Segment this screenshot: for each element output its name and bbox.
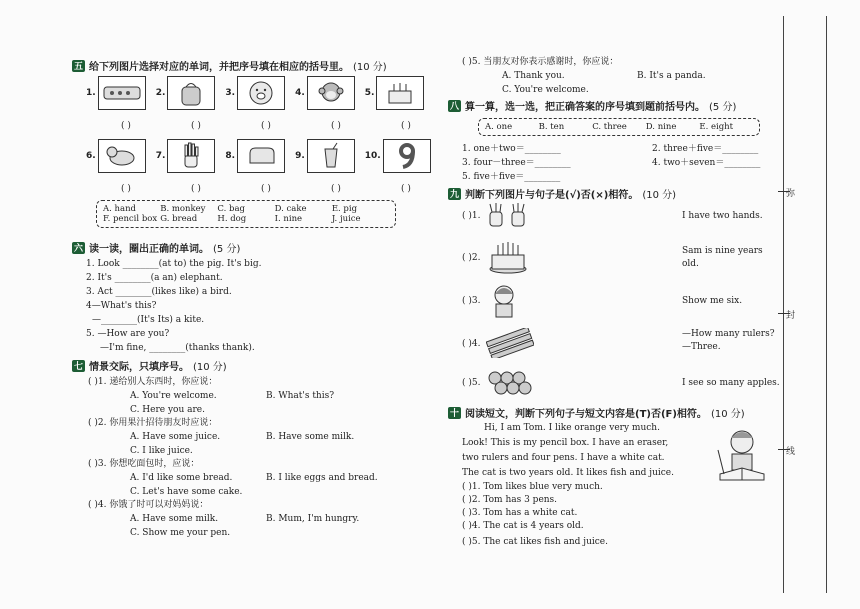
sentence-line-1: —How many rulers? [682,329,775,339]
judge-row-3 [462,283,782,319]
option-b: B. I like eggs and bread. [266,473,378,483]
divider [778,449,790,450]
exercise-line: —________(It's Its) a kite. [92,315,205,325]
boy-reading-icon [712,424,776,493]
option-row [88,526,402,540]
question-stem: ( )1. 递给别人东西时，你应说： [88,377,218,387]
picture-item-10 [365,139,431,173]
section-points: (5 分) [213,244,241,255]
section-points: (5 分) [709,102,737,113]
section-title: 判断下列图片与句子是(√)否(×)相符。 [465,190,639,201]
number-option: E. eight [699,122,734,132]
word-option: C. bag [217,204,245,214]
item-number: 4. [295,88,305,98]
word-option: I. nine [274,214,303,224]
seal-mark: 封 [786,311,796,321]
option-row [88,430,402,444]
answer-blank[interactable]: ( )5. [462,378,481,388]
word-option: B. monkey [160,204,206,214]
girl-icon [486,282,522,321]
question-stem: ( )4. 你饿了时可以对妈妈说： [88,500,209,510]
option-row [88,444,402,458]
option-a: A. I'd like some bread. [130,473,233,483]
item-number: 9. [295,151,305,161]
picture-row-2 [86,139,431,173]
dialogue-questions [72,376,402,540]
item-number: 7. [155,151,166,161]
passage-line: Hi, I am Tom. I like orange very much. [484,423,660,433]
item-number: 3. [225,88,236,98]
birthday-cake-icon [486,239,530,278]
judge-row-2 [462,240,782,276]
item-number: 1. [86,88,96,98]
exercise-line: 3. Act ________(likes like) a bird. [86,287,232,297]
judge-row-4 [462,326,782,362]
exercise-line: 5. —How are you? [86,329,170,339]
monkey-icon [307,76,355,110]
section-points: (10 分) [353,62,387,73]
judge-row-1 [462,202,782,230]
section-title: 读一读，圈出正确的单词。 [89,244,209,255]
dog-icon [98,139,146,173]
option-b: B. It's a panda. [637,71,706,81]
reading-question: ( )3. Tom has a white cat. [462,508,578,518]
section-8-header [448,98,768,113]
section-badge: 九 [448,188,461,200]
word-option: H. dog [217,214,247,224]
section-6 [72,240,392,355]
bag-icon [167,76,215,110]
pig-icon [237,76,285,110]
sentence-line-2: —Three. [682,342,721,352]
reading-question: ( )4. The cat is 4 years old. [462,521,584,531]
option-c: C. You're welcome. [502,85,589,95]
number-option: C. three [592,122,627,132]
section-badge: 十 [448,407,461,419]
option-c: C. I like juice. [130,446,193,456]
picture-item-3 [225,76,285,110]
word-option: E. pig [331,204,358,214]
picture-item-9 [295,139,355,173]
paren-row-2 [96,184,436,194]
word-option: G. bread [160,214,198,224]
picture-row-1 [86,76,424,110]
divider [778,313,790,314]
answer-blank[interactable]: ( )1. [462,211,481,221]
equation: 1. one＋two＝________ [462,144,561,154]
word-bank-row-1 [103,204,389,214]
reading-question: ( )5. The cat likes fish and juice. [462,537,608,547]
option-row [88,512,402,526]
option-b: B. Have some milk. [266,432,355,442]
reading-question: ( )1. Tom likes blue very much. [462,482,603,492]
item-number: 6. [86,151,96,161]
answer-blank[interactable]: ( ) [401,184,411,194]
section-points: (10 分) [193,362,227,373]
option-row [462,69,772,83]
reading-passage [462,421,712,481]
option-row [88,471,402,485]
apples-icon [486,368,532,399]
answer-blank[interactable]: ( )4. [462,339,481,349]
section-6-header [72,240,392,255]
word-bank-row-2 [103,214,389,224]
judge-sentence: I have two hands. [682,210,763,221]
section-10 [448,405,778,420]
passage-line: Look! This is my pencil box. I have an eraser, [462,438,669,448]
passage-line: two rulers and four pens. I have a white cat. [462,453,665,463]
section-title: 阅读短文，判断下列句子与短文内容是(T)否(F)相符。 [465,409,707,420]
binding-strip [783,16,827,593]
juice-icon [307,139,355,173]
section-7 [72,358,402,540]
answer-blank[interactable]: ( )2. [462,253,481,263]
answer-blank[interactable]: ( ) [331,184,341,194]
number-options [485,122,753,132]
exercise-line: 4—What's this? [86,301,157,311]
answer-blank[interactable]: ( ) [261,184,271,194]
section-9 [448,186,778,201]
item-number: 5. [364,88,375,98]
section-points: (10 分) [710,409,745,420]
pencil-box-icon [98,76,146,110]
exercise-line: 2. It's ________(a an) elephant. [86,273,223,283]
section-5 [72,58,402,73]
option-c: C. Here you are. [130,405,205,415]
answer-blank[interactable]: ( ) [121,121,131,131]
answer-blank[interactable]: ( )3. [462,296,481,306]
section-badge: 七 [72,360,85,372]
divider [778,191,790,192]
option-row [462,83,772,97]
seal-mark: 线 [786,447,796,457]
reading-question: ( )2. Tom has 3 pens. [462,495,558,505]
picture-item-6 [86,139,146,173]
judge-sentence [682,328,775,354]
word-option: A. hand [103,204,136,214]
word-option: J. juice [331,214,361,224]
picture-item-4 [295,76,355,110]
section-title: 给下列图片选择对应的单词，并把序号填在相应的括号里。 [89,62,349,73]
hand-icon [167,139,215,173]
option-a: A. Have some milk. [130,514,219,524]
reading-questions [462,481,608,549]
word-bank [96,200,396,228]
rulers-icon [486,328,534,361]
judge-row-5 [462,368,782,398]
picture-item-8 [225,139,285,173]
option-c: C. Let's have some cake. [130,487,243,497]
option-a: A. Thank you. [502,71,565,81]
judge-sentence: I see so many apples. [682,377,780,388]
section-title: 算一算，选一选，把正确答案的序号填到题前括号内。 [465,102,705,113]
paren-row-1 [96,121,436,131]
option-row [88,389,402,403]
section-points: (10 分) [642,190,677,201]
number-option: A. one [485,122,513,132]
section-10-header [448,405,778,420]
equations [462,142,768,184]
equation: 5. five＋five＝________ [462,172,561,182]
cake-icon [376,76,424,110]
section-7-continued [462,56,772,97]
picture-item-7 [156,139,216,173]
exercise-line: —I'm fine, ________(thanks thank). [100,343,255,353]
picture-item-5 [365,76,425,110]
seal-mark: 弥 [786,189,796,199]
item-number: 2. [155,88,166,98]
question-stem: ( )3. 你想吃面包时，应说： [88,459,200,469]
question-stem: ( )2. 你用果汁招待朋友时应说： [88,418,218,428]
option-a: A. Have some juice. [130,432,221,442]
equation: 4. two＋seven＝________ [652,158,761,168]
passage-line: The cat is two years old. It likes fish and juice. [462,468,674,478]
option-a: A. You're welcome. [130,391,217,401]
section-badge: 六 [72,242,85,254]
section-title: 情景交际，只填序号。 [89,362,189,373]
exercise-line: 1. Look ________(at to) the pig. It's big. [86,259,262,269]
number-option: B. ten [538,122,565,132]
section-8 [448,98,768,184]
section-badge: 五 [72,60,85,72]
section-9-header [448,186,778,201]
answer-blank[interactable]: ( ) [121,184,131,194]
question-stem: ( )5. 当朋友对你表示感谢时，你应说： [462,57,619,67]
answer-blank[interactable]: ( ) [331,121,341,131]
number-options-box [478,118,760,136]
equation: 3. four－three＝________ [462,158,571,168]
word-option: F. pencil box [103,214,158,224]
judge-sentence: Show me six. [682,295,743,306]
answer-blank[interactable]: ( ) [261,121,271,131]
section-7-header [72,358,402,373]
answer-blank[interactable]: ( ) [191,184,201,194]
item-number: 10. [364,151,381,161]
number-option: D. nine [645,122,677,132]
picture-item-1 [86,76,146,110]
bread-icon [237,139,285,173]
item-number: 8. [225,151,236,161]
word-option: D. cake [274,204,307,214]
picture-item-2 [156,76,216,110]
option-b: B. Mum, I'm hungry. [266,514,360,524]
option-row [88,403,402,417]
judge-sentence: Sam is nine years old. [682,246,763,269]
answer-blank[interactable]: ( ) [191,121,201,131]
nine-icon [383,139,431,173]
answer-blank[interactable]: ( ) [401,121,411,131]
equation: 2. three＋five＝________ [652,144,759,154]
two-hands-icon [486,202,530,231]
section-badge: 八 [448,100,461,112]
option-c: C. Show me your pen. [130,528,231,538]
option-b: B. What's this? [266,391,335,401]
option-row [88,485,402,499]
section-5-header [72,58,402,73]
